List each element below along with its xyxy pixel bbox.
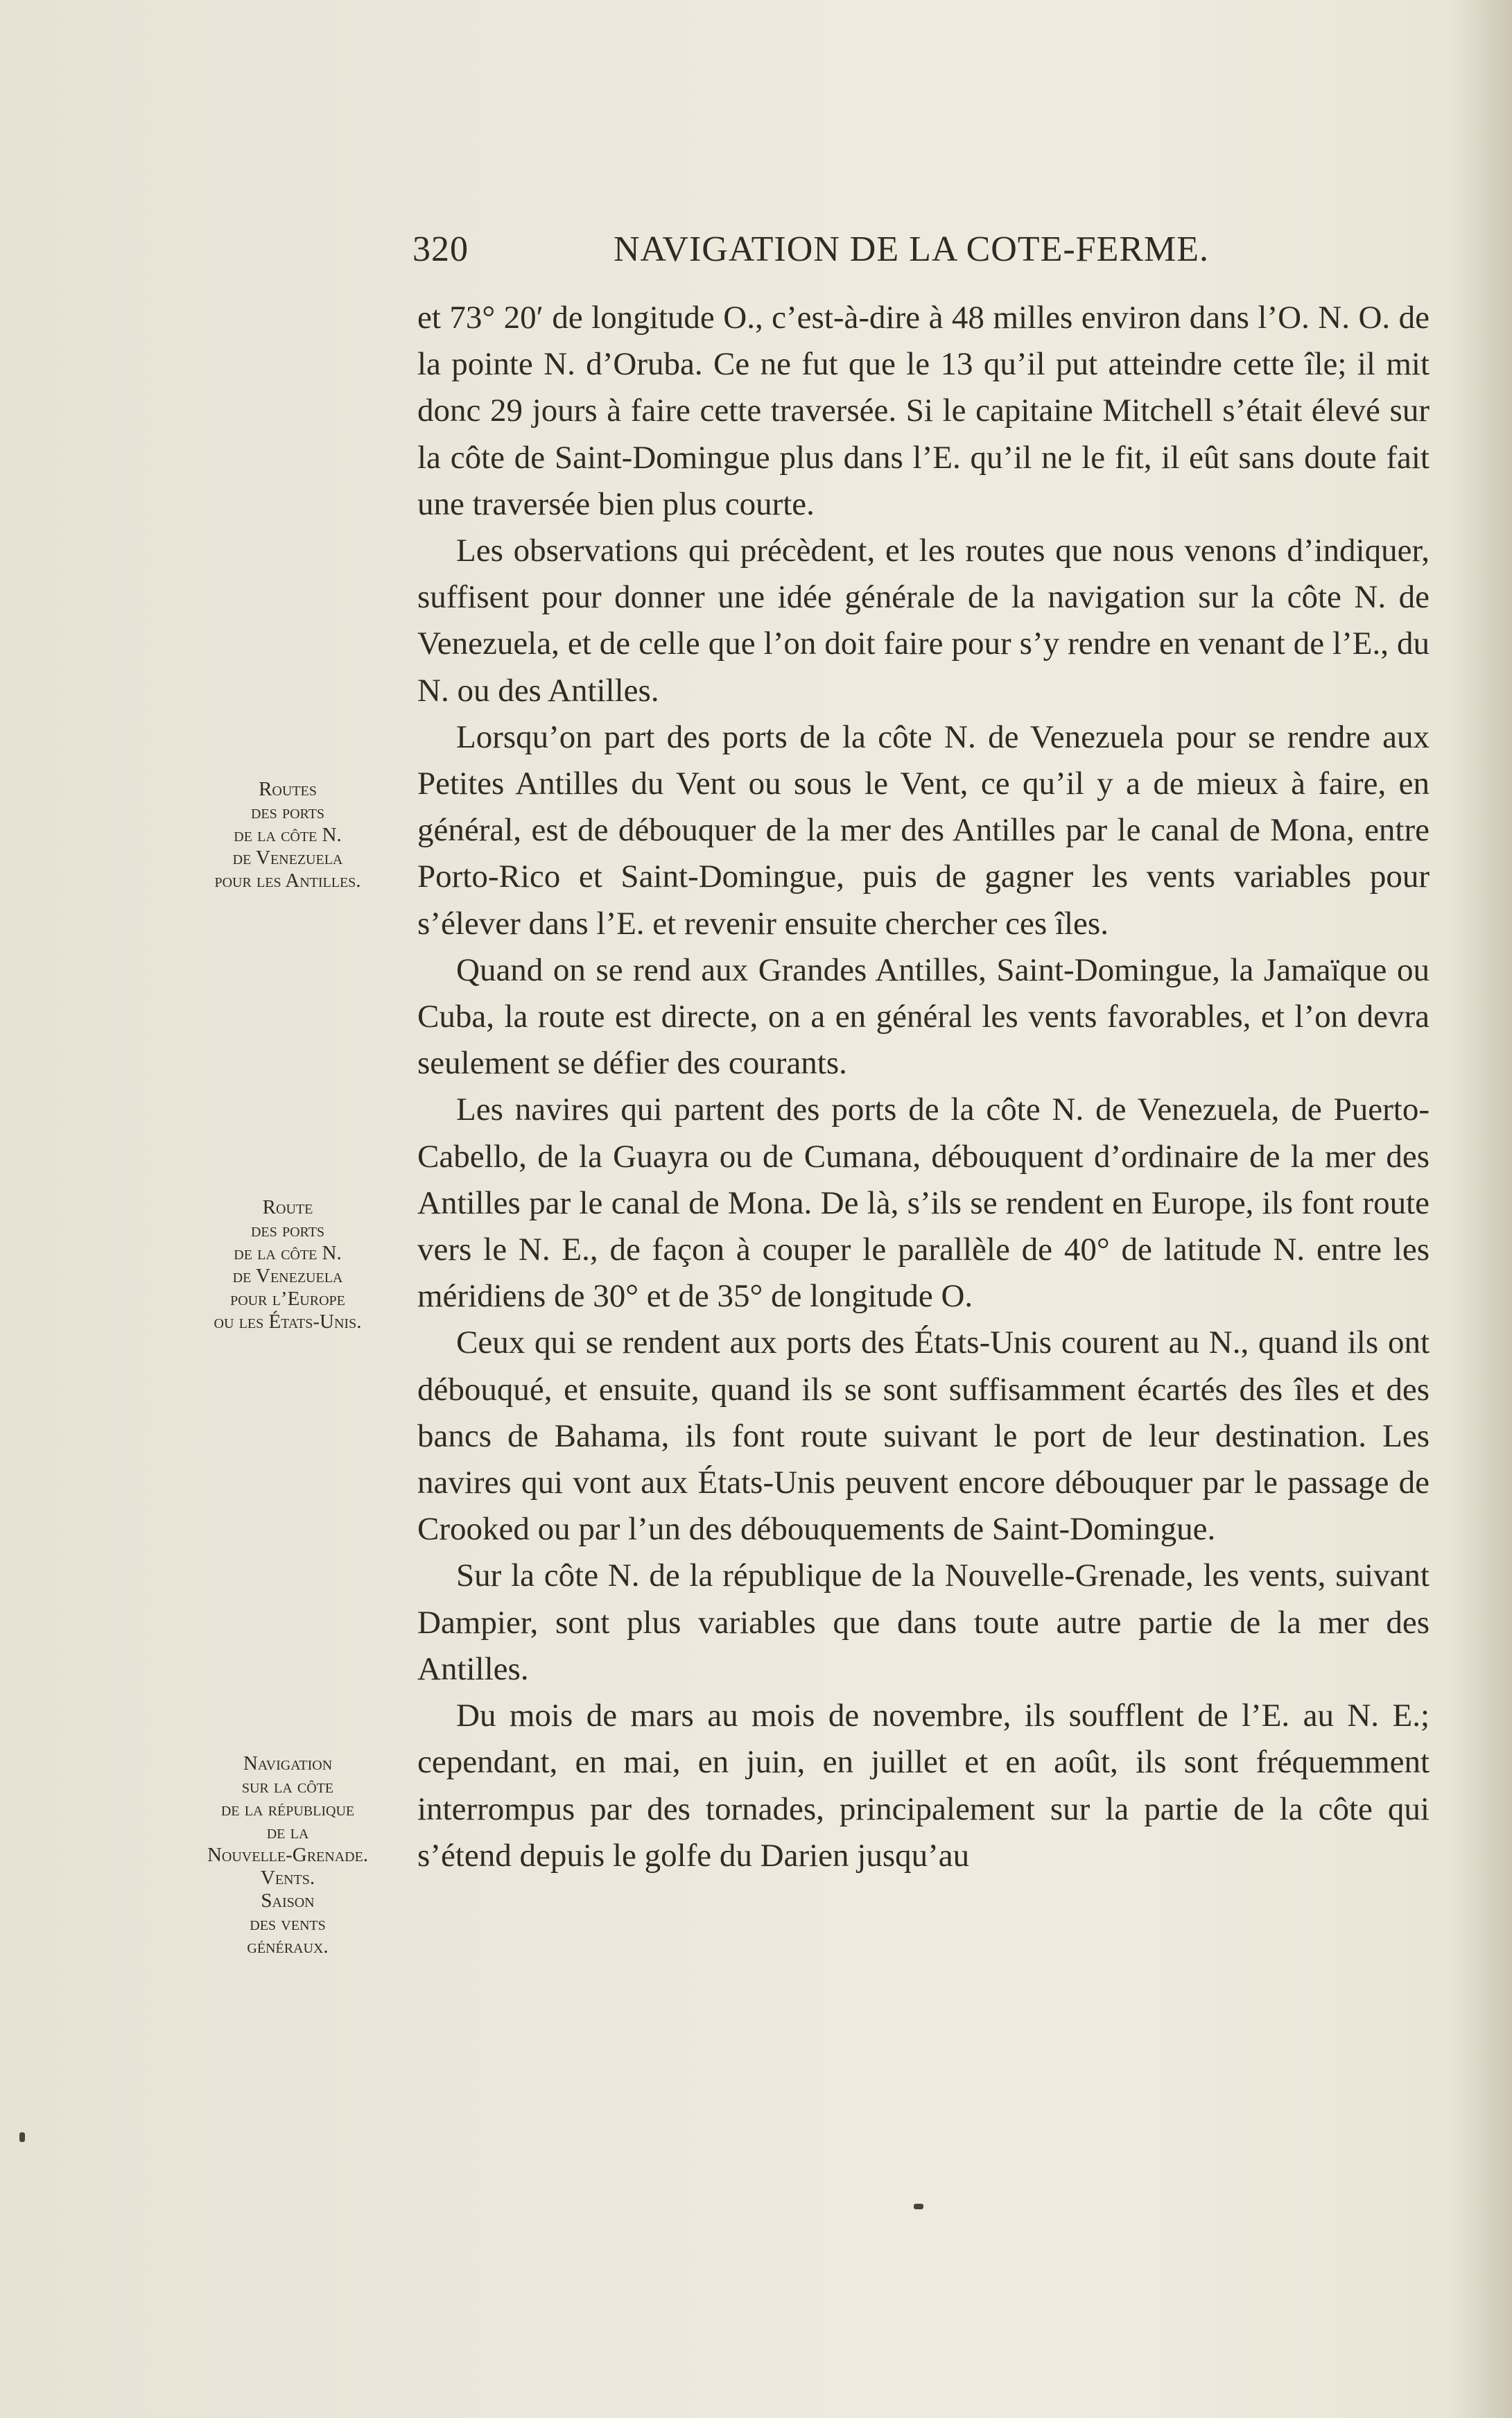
side-note-line: des ports bbox=[250, 1219, 325, 1241]
body-text bbox=[417, 295, 1430, 1879]
side-note-line: de Venezuela bbox=[232, 847, 343, 869]
side-note-line: Nouvelle-Grenade. bbox=[207, 1844, 369, 1866]
side-note-nouvelle-grenade bbox=[177, 1752, 399, 1958]
side-note-line: des ports bbox=[250, 801, 325, 823]
page-number: 320 bbox=[412, 230, 469, 269]
side-note-line: Saison bbox=[261, 1890, 315, 1912]
side-note-line: ou les États-Unis. bbox=[214, 1311, 362, 1333]
side-note-line: de la côte N. bbox=[234, 824, 342, 846]
paragraph: Quand on se rend aux Grandes Antilles, Saint-Domingue, la Jamaïque ou Cuba, la route est directe, on a en général les vents favorables, et l’on devra seulement se défier des courants. bbox=[417, 951, 1430, 1082]
running-header bbox=[412, 229, 1234, 277]
paragraph: Ceux qui se rendent aux ports des États-Unis courent au N., quand ils ont débouqué, et ensuite, quand ils se sont suffisamment écartés des îles et des bancs de Bahama, ils font route suivant le port de leur destination. Les navires qui vont aux États-Unis peuvent encore débouquer par le passage de Crooked ou par l’un des débouquements de Saint-Domingue. bbox=[417, 1324, 1430, 1548]
running-title: NAVIGATION DE LA COTE-FERME. bbox=[614, 230, 1210, 269]
side-note-routes-antilles bbox=[177, 778, 399, 892]
side-note-route-europe bbox=[177, 1196, 399, 1333]
side-note-line: pour l’Europe bbox=[230, 1288, 345, 1310]
paragraph: Sur la côte N. de la république de la Nouvelle-Grenade, les vents, suivant Dampier, sont plus variables que dans toute autre partie de la mer des Antilles. bbox=[417, 1557, 1430, 1687]
side-note-line: de la république bbox=[220, 1798, 355, 1820]
side-note-line: des vents bbox=[250, 1912, 326, 1935]
side-note-line: de Venezuela bbox=[232, 1265, 343, 1287]
side-note-line: de la côte N. bbox=[234, 1242, 342, 1264]
side-note-line: généraux. bbox=[247, 1935, 329, 1958]
side-note-line: de la bbox=[266, 1821, 309, 1843]
ink-speck bbox=[914, 2204, 923, 2209]
paragraph: et 73° 20′ de longitude O., c’est-à-dire à 48 milles environ dans l’O. N. O. de la pointe N. d’Oruba. Ce ne fut que le 13 qu’il put atteindre cette île; il mit donc 29 jours à faire cette traversée. Si le capitaine Mitchell s’était élevé sur la côte de Saint-Domingue plus dans l’E. qu’il ne le fit, il eût sans doute fait une traversée bien plus courte. bbox=[417, 300, 1430, 522]
side-note-line: Vents. bbox=[260, 1867, 315, 1889]
page-edge-shadow bbox=[1450, 0, 1512, 2418]
side-note-line: pour les Antilles. bbox=[214, 870, 361, 892]
paragraph: Les navires qui partent des ports de la côte N. de Venezuela, de Puerto-Cabello, de la Guayra ou de Cumana, débouquent d’ordinaire de la mer des Antilles par le canal de Mona. De là, s’ils se rendent en Europe, ils font route vers le N. E., de façon à couper le parallèle de 40° de latitude N. entre les méridiens de 30° et de 35° de longitude O. bbox=[417, 1091, 1430, 1315]
ink-speck bbox=[19, 2132, 25, 2142]
side-note-line: Navigation bbox=[243, 1752, 333, 1774]
paragraph: Les observations qui précèdent, et les routes que nous venons d’indiquer, suffisent pour donner une idée générale de la navigation sur la côte N. de Venezuela, et de celle que l’on doit faire pour s’y rendre en venant de l’E., du N. ou des Antilles. bbox=[417, 533, 1430, 709]
paragraph: Lorsqu’on part des ports de la côte N. de Venezuela pour se rendre aux Petites Antilles du Vent ou sous le Vent, ce qu’il y a de mieux à faire, en général, est de débouquer de la mer des Antilles par le canal de Mona, entre Porto-Rico et Saint-Domingue, puis de gagner les vents variables pour s’élever dans l’E. et revenir ensuite chercher ces îles. bbox=[417, 718, 1430, 942]
side-note-line: Routes bbox=[259, 778, 317, 800]
paragraph: Du mois de mars au mois de novembre, ils soufflent de l’E. au N. E.; cependant, en mai, en juin, en juillet et en août, ils sont fréquemment interrompus par des tornades, principalement sur la partie de la côte qui s’étend depuis le golfe du Darien jusqu’au bbox=[417, 1698, 1430, 1874]
side-note-line: Route bbox=[262, 1196, 313, 1218]
side-note-line: sur la côte bbox=[241, 1775, 334, 1797]
